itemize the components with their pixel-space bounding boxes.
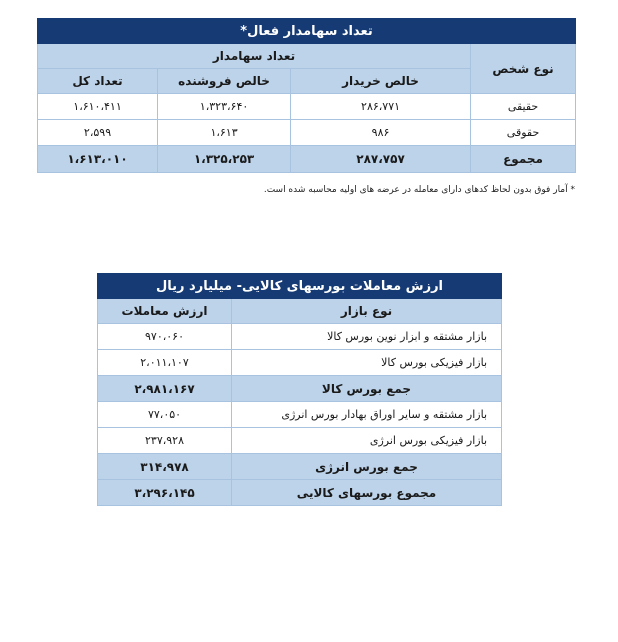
total-cell: ۲،۵۹۹ bbox=[38, 120, 158, 146]
grand-total-row bbox=[98, 480, 502, 506]
market-cell: بازار مشتقه و سایر اوراق بهادار بورس انرژی bbox=[232, 402, 502, 428]
table1-footnote: * آمار فوق بدون لحاظ کدهای دارای معامله در عرضه های اولیه محاسبه شده است. bbox=[263, 185, 575, 195]
market-cell: بازار فیزیکی بورس کالا bbox=[232, 350, 502, 376]
net-seller-cell: ۱،۳۲۳،۶۴۰ bbox=[158, 94, 291, 120]
person-type-cell: حقیقی bbox=[471, 94, 576, 120]
commodity-exchange-table bbox=[97, 273, 502, 506]
active-shareholders-table bbox=[37, 18, 576, 173]
value-cell: ۲،۰۱۱،۱۰۷ bbox=[98, 350, 232, 376]
value-cell: ۹۷۰،۰۶۰ bbox=[98, 324, 232, 350]
table1-title: تعداد سهامدار فعال* bbox=[38, 19, 576, 44]
value-cell: ۳۱۴،۹۷۸ bbox=[98, 454, 232, 480]
table-row bbox=[98, 324, 502, 350]
col-header-net-buyer: خالص خریدار bbox=[291, 69, 471, 94]
person-type-cell: حقوقی bbox=[471, 120, 576, 146]
sum-net-buyer: ۲۸۷،۷۵۷ bbox=[291, 146, 471, 173]
col-header-total: تعداد کل bbox=[38, 69, 158, 94]
col-header-market-type: نوع بازار bbox=[232, 299, 502, 324]
table-row bbox=[98, 428, 502, 454]
value-cell: ۲۳۷،۹۲۸ bbox=[98, 428, 232, 454]
total-cell: ۱،۶۱۰،۴۱۱ bbox=[38, 94, 158, 120]
subtotal-row bbox=[98, 454, 502, 480]
value-cell: ۲،۹۸۱،۱۶۷ bbox=[98, 376, 232, 402]
col-header-net-seller: خالص فروشنده bbox=[158, 69, 291, 94]
market-cell: بازار مشتقه و ابزار نوین بورس کالا bbox=[232, 324, 502, 350]
market-cell: جمع بورس کالا bbox=[232, 376, 502, 402]
table-row bbox=[38, 120, 576, 146]
market-cell: جمع بورس انرژی bbox=[232, 454, 502, 480]
table-row bbox=[38, 94, 576, 120]
col-header-trade-value: ارزش معاملات bbox=[98, 299, 232, 324]
net-buyer-cell: ۹۸۶ bbox=[291, 120, 471, 146]
sum-label: مجموع bbox=[471, 146, 576, 173]
col-header-person-type: نوع شخص bbox=[471, 44, 576, 94]
value-cell: ۷۷،۰۵۰ bbox=[98, 402, 232, 428]
subtotal-row bbox=[98, 376, 502, 402]
table2-title: ارزش معاملات بورسهای کالایی- میلیارد ریال bbox=[98, 274, 502, 299]
net-buyer-cell: ۲۸۶،۷۷۱ bbox=[291, 94, 471, 120]
value-cell: ۳،۲۹۶،۱۴۵ bbox=[98, 480, 232, 506]
market-cell: مجموع بورسهای کالایی bbox=[232, 480, 502, 506]
market-cell: بازار فیزیکی بورس انرژی bbox=[232, 428, 502, 454]
sum-total: ۱،۶۱۳،۰۱۰ bbox=[38, 146, 158, 173]
sum-net-seller: ۱،۳۲۵،۲۵۳ bbox=[158, 146, 291, 173]
sum-row bbox=[38, 146, 576, 173]
table-row bbox=[98, 402, 502, 428]
col-header-shareholders-group: تعداد سهامدار bbox=[38, 44, 471, 69]
net-seller-cell: ۱،۶۱۳ bbox=[158, 120, 291, 146]
table-row bbox=[98, 350, 502, 376]
